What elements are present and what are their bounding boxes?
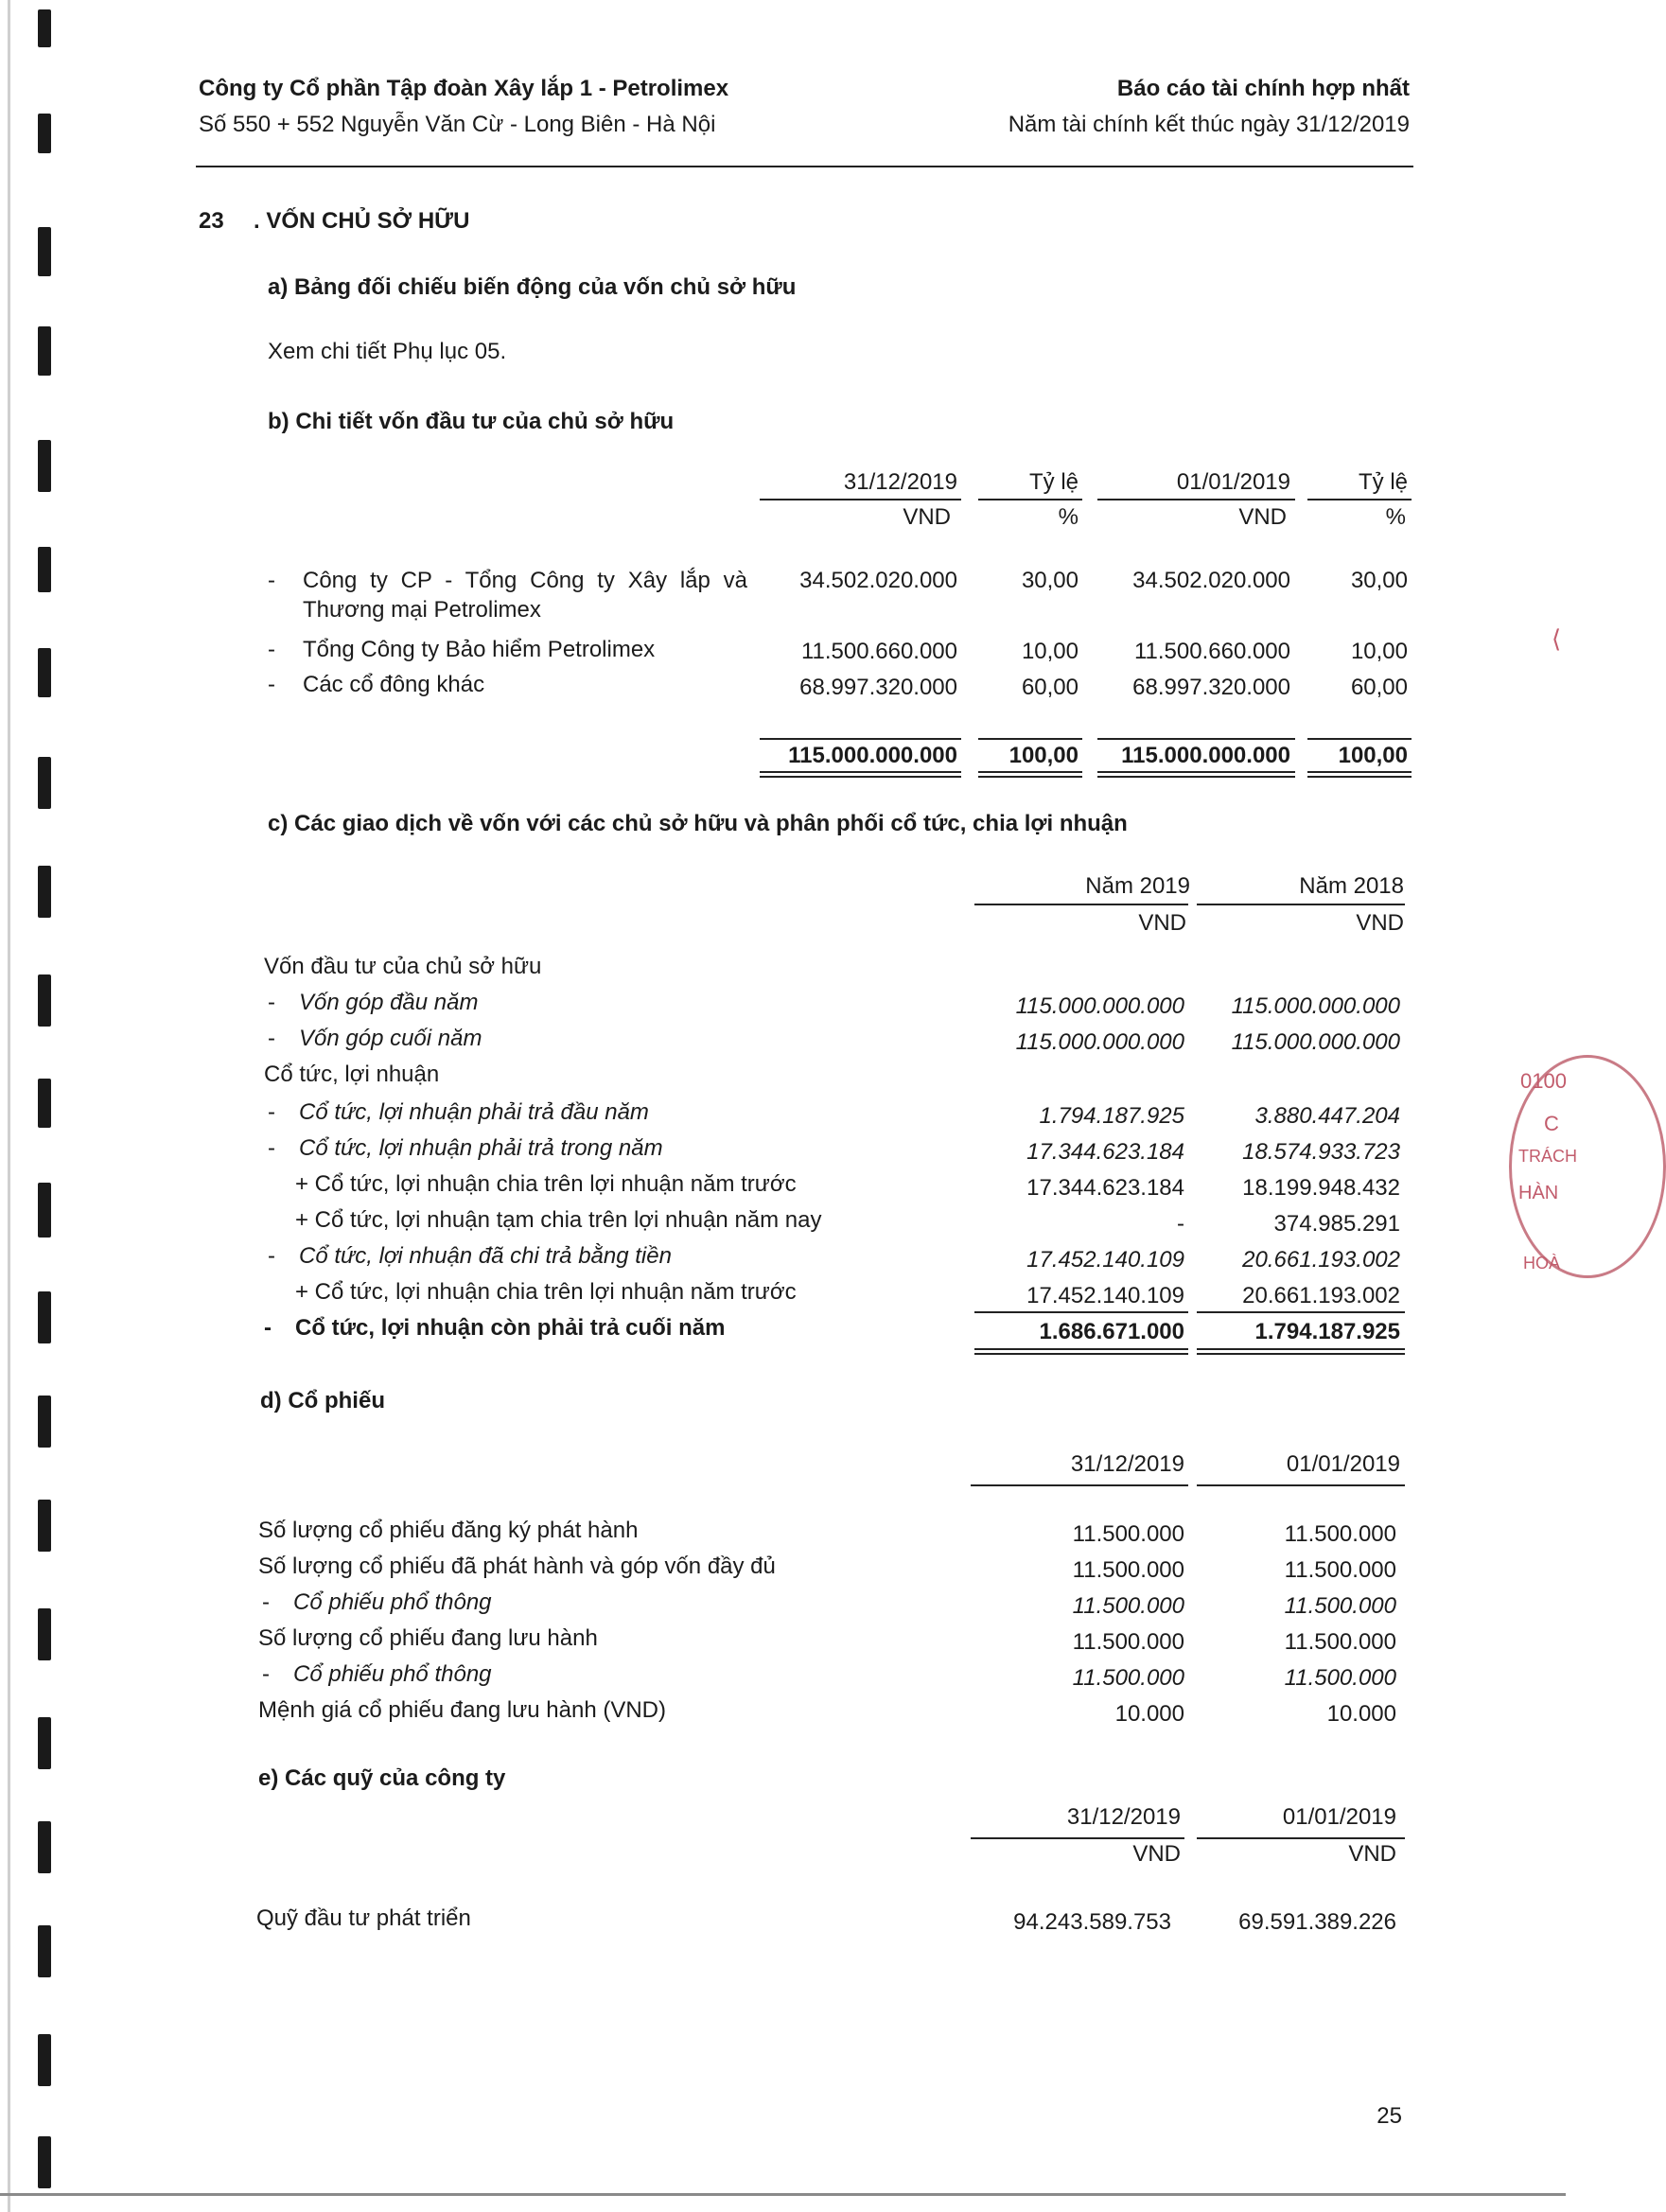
row-value-2019: 115.000.000.000 (1015, 1029, 1184, 1055)
row-value-2019: 17.452.140.109 (1026, 1283, 1184, 1308)
owner-ratio: 60,00 (1350, 675, 1408, 700)
col-header-rule (978, 499, 1082, 500)
row-value-current: 11.500.000 (1072, 1557, 1184, 1583)
col-header-date: 31/12/2019 (1070, 1451, 1184, 1477)
row-value-2018: 18.199.948.432 (1242, 1175, 1400, 1201)
total-double-rule (1197, 1348, 1405, 1355)
seal-text: TRÁCH (1518, 1147, 1577, 1166)
binding-hole (38, 974, 51, 1027)
owner-value: 11.500.660.000 (1133, 639, 1290, 664)
part-b-title: b) Chi tiết vốn đầu tư của chủ sở hữu (268, 409, 675, 434)
row-value-prior: 11.500.000 (1284, 1521, 1396, 1547)
col-header-date: 01/01/2019 (1282, 1804, 1396, 1830)
binding-hole (38, 326, 51, 376)
row-label: Cổ tức, lợi nhuận đã chi trả bằng tiền (299, 1243, 672, 1269)
col-header-rule (1097, 499, 1295, 500)
col-header-rule (971, 1837, 1184, 1839)
col-unit: VND (1348, 1841, 1396, 1867)
row-label: Vốn góp cuối năm (299, 1026, 482, 1051)
company-name: Công ty Cổ phần Tập đoàn Xây lắp 1 - Petrolimex (199, 76, 729, 101)
col-unit: % (1058, 504, 1079, 530)
owner-ratio: 30,00 (1350, 568, 1408, 593)
section-title: . VỐN CHỦ SỞ HỮU (254, 208, 470, 234)
row-value-2018: 115.000.000.000 (1231, 1029, 1400, 1055)
list-dash: - (262, 1589, 270, 1615)
list-dash: - (262, 1661, 270, 1687)
row-value-2019: 1.794.187.925 (1039, 1103, 1184, 1129)
page-number: 25 (1377, 2103, 1402, 2129)
total-double-rule (974, 1348, 1188, 1355)
binding-hole (38, 1500, 51, 1552)
row-label: Quỹ đầu tư phát triển (256, 1905, 471, 1931)
row-label: Mệnh giá cổ phiếu đang lưu hành (VND) (258, 1697, 666, 1723)
list-dash: - (268, 1026, 275, 1051)
col-unit: VND (1132, 1841, 1181, 1867)
col-header-rule (1197, 1837, 1405, 1839)
binding-hole (38, 547, 51, 592)
col-unit: VND (903, 504, 951, 530)
total-top-rule (1307, 738, 1412, 740)
col-header-year: Năm 2018 (1299, 873, 1404, 899)
row-value-2018: 20.661.193.002 (1242, 1247, 1400, 1273)
row-value-current: 11.500.000 (1072, 1521, 1184, 1547)
row-value-current: 94.243.589.753 (1013, 1909, 1171, 1935)
binding-hole (38, 866, 51, 918)
owner-value: 11.500.660.000 (800, 639, 957, 664)
row-value-current: 11.500.000 (1072, 1629, 1184, 1655)
company-address: Số 550 + 552 Nguyễn Văn Cừ - Long Biên - Hà Nội (199, 112, 716, 137)
row-value-2018: 20.661.193.002 (1242, 1283, 1400, 1308)
binding-hole (38, 1925, 51, 1977)
col-unit: VND (1356, 910, 1404, 936)
total-ratio: 100,00 (1338, 743, 1408, 768)
col-header-rule (974, 904, 1188, 905)
owner-value: 34.502.020.000 (1132, 568, 1290, 593)
col-header-rule (971, 1484, 1188, 1486)
list-dash: - (268, 1099, 275, 1125)
col-header-date: 31/12/2019 (1066, 1804, 1181, 1830)
part-e-title: e) Các quỹ của công ty (258, 1765, 506, 1791)
part-d-title: d) Cổ phiếu (260, 1388, 385, 1413)
owner-value: 34.502.020.000 (799, 568, 957, 593)
row-value-prior: 69.591.389.226 (1238, 1909, 1396, 1935)
list-dash: - (268, 637, 275, 662)
seal-edge-mark: ⟨ (1552, 624, 1562, 653)
seal-text: HÀN (1518, 1183, 1559, 1203)
row-label: Cổ tức, lợi nhuận phải trả trong năm (299, 1135, 663, 1161)
row-value-prior: 11.500.000 (1284, 1665, 1396, 1691)
col-unit: % (1385, 504, 1406, 530)
owner-ratio: 60,00 (1021, 675, 1079, 700)
list-dash: - (268, 1135, 275, 1161)
col-header-rule (1307, 499, 1412, 500)
list-dash: - (268, 990, 275, 1015)
row-value-current: 11.500.000 (1072, 1665, 1184, 1691)
row-value-2018: 18.574.933.723 (1242, 1139, 1400, 1165)
list-dash: - (268, 672, 275, 697)
owner-name: Công ty CP - Tổng Công ty Xây lắp và Thương mại Petrolimex (303, 568, 747, 623)
binding-hole (38, 1717, 51, 1769)
col-header-date: 01/01/2019 (1176, 469, 1290, 495)
row-label: Cổ tức, lợi nhuận phải trả đầu năm (299, 1099, 649, 1125)
total-double-rule (1307, 771, 1412, 778)
row-label: Số lượng cổ phiếu đăng ký phát hành (258, 1518, 639, 1543)
binding-hole (38, 2136, 51, 2188)
total-double-rule (1097, 771, 1295, 778)
row-value-prior: 11.500.000 (1284, 1629, 1396, 1655)
col-header-rule (1197, 1484, 1405, 1486)
row-value-2019: 17.344.623.184 (1026, 1139, 1184, 1165)
sub-row-label: + Cổ tức, lợi nhuận tạm chia trên lợi nhuận năm nay (295, 1207, 822, 1233)
owner-ratio: 10,00 (1021, 639, 1079, 664)
col-header-year: Năm 2019 (1085, 873, 1190, 899)
report-title: Báo cáo tài chính hợp nhất (1116, 76, 1410, 101)
row-label: Số lượng cổ phiếu đang lưu hành (258, 1625, 598, 1651)
row-label: Vốn góp đầu năm (299, 990, 479, 1015)
row-value-2019: 17.344.623.184 (1026, 1175, 1184, 1201)
row-value-2018: 115.000.000.000 (1231, 993, 1400, 1019)
binding-hole (38, 9, 51, 47)
part-c-title: c) Các giao dịch về vốn với các chủ sở hữu và phân phối cổ tức, chia lợi nhuận (268, 811, 1128, 836)
list-dash: - (268, 568, 275, 593)
binding-hole (38, 1079, 51, 1128)
group-label: Vốn đầu tư của chủ sở hữu (264, 954, 542, 979)
col-unit: VND (1138, 910, 1186, 936)
row-value-2018: 3.880.447.204 (1254, 1103, 1400, 1129)
list-dash: - (264, 1315, 272, 1341)
page-bottom-edge (0, 2193, 1566, 2196)
col-header-date: 31/12/2019 (843, 469, 957, 495)
total-double-rule (978, 771, 1082, 778)
col-unit: VND (1238, 504, 1287, 530)
part-a-title: a) Bảng đối chiếu biến động của vốn chủ sở hữu (268, 274, 797, 300)
total-top-rule (1097, 738, 1295, 740)
subtotal-rule (1197, 1311, 1405, 1313)
binding-hole (38, 757, 51, 809)
binding-hole (38, 227, 51, 276)
seal-text: C (1544, 1112, 1559, 1135)
seal-text: HOÀ (1523, 1254, 1561, 1273)
binding-hole (38, 440, 51, 492)
row-label: Cổ phiếu phổ thông (293, 1589, 492, 1615)
row-value-current: 10.000 (1114, 1701, 1184, 1727)
binding-hole (38, 2034, 51, 2086)
owner-value: 68.997.320.000 (1132, 675, 1290, 700)
binding-hole (38, 1821, 51, 1873)
col-header-rule (760, 499, 961, 500)
total-double-rule (760, 771, 961, 778)
col-header-rule (1197, 904, 1405, 905)
row-value-current: 11.500.000 (1072, 1593, 1184, 1619)
row-label: Số lượng cổ phiếu đã phát hành và góp vốn đầy đủ (258, 1554, 776, 1579)
owner-value: 68.997.320.000 (799, 675, 957, 700)
col-header-date: 01/01/2019 (1286, 1451, 1400, 1477)
seal-text: 0100 (1520, 1069, 1567, 1093)
row-value-prior: 11.500.000 (1284, 1593, 1396, 1619)
binding-hole (38, 1608, 51, 1660)
total-value: 115.000.000.000 (788, 743, 957, 768)
owner-name: Các cổ đông khác (303, 672, 485, 697)
total-top-rule (978, 738, 1082, 740)
row-value-prior: 10.000 (1326, 1701, 1396, 1727)
row-value-2018: 1.794.187.925 (1254, 1319, 1400, 1344)
group-label: Cổ tức, lợi nhuận (264, 1062, 440, 1087)
list-dash: - (268, 1243, 275, 1269)
sub-row-label: + Cổ tức, lợi nhuận chia trên lợi nhuận năm trước (295, 1171, 797, 1197)
subtotal-rule (974, 1311, 1188, 1313)
binding-hole (38, 1183, 51, 1238)
owner-name: Tổng Công ty Bảo hiểm Petrolimex (303, 637, 656, 662)
col-header-ratio: Tỷ lệ (1358, 469, 1408, 495)
owner-ratio: 10,00 (1350, 639, 1408, 664)
binding-hole (38, 1396, 51, 1448)
row-label: Cổ tức, lợi nhuận còn phải trả cuối năm (295, 1315, 726, 1341)
col-header-ratio: Tỷ lệ (1028, 469, 1079, 495)
report-period: Năm tài chính kết thúc ngày 31/12/2019 (1008, 112, 1410, 137)
row-value-2019: 115.000.000.000 (1015, 993, 1184, 1019)
header-rule (196, 166, 1413, 167)
part-a-text: Xem chi tiết Phụ lục 05. (268, 339, 507, 364)
page-spine-shadow (8, 0, 10, 2212)
sub-row-label: + Cổ tức, lợi nhuận chia trên lợi nhuận năm trước (295, 1279, 797, 1305)
row-label: Cổ phiếu phổ thông (293, 1661, 492, 1687)
total-top-rule (760, 738, 961, 740)
owner-ratio: 30,00 (1021, 568, 1079, 593)
row-value-2019: 17.452.140.109 (1026, 1247, 1184, 1273)
binding-hole (38, 1291, 51, 1343)
binding-hole (38, 648, 51, 697)
row-value-2018: 374.985.291 (1273, 1211, 1400, 1237)
total-value: 115.000.000.000 (1121, 743, 1290, 768)
row-value-prior: 11.500.000 (1284, 1557, 1396, 1583)
binding-hole (38, 114, 51, 153)
row-value-2019: - (1177, 1211, 1184, 1237)
section-number: 23 (199, 208, 224, 234)
row-value-2019: 1.686.671.000 (1039, 1319, 1184, 1344)
total-ratio: 100,00 (1008, 743, 1079, 768)
